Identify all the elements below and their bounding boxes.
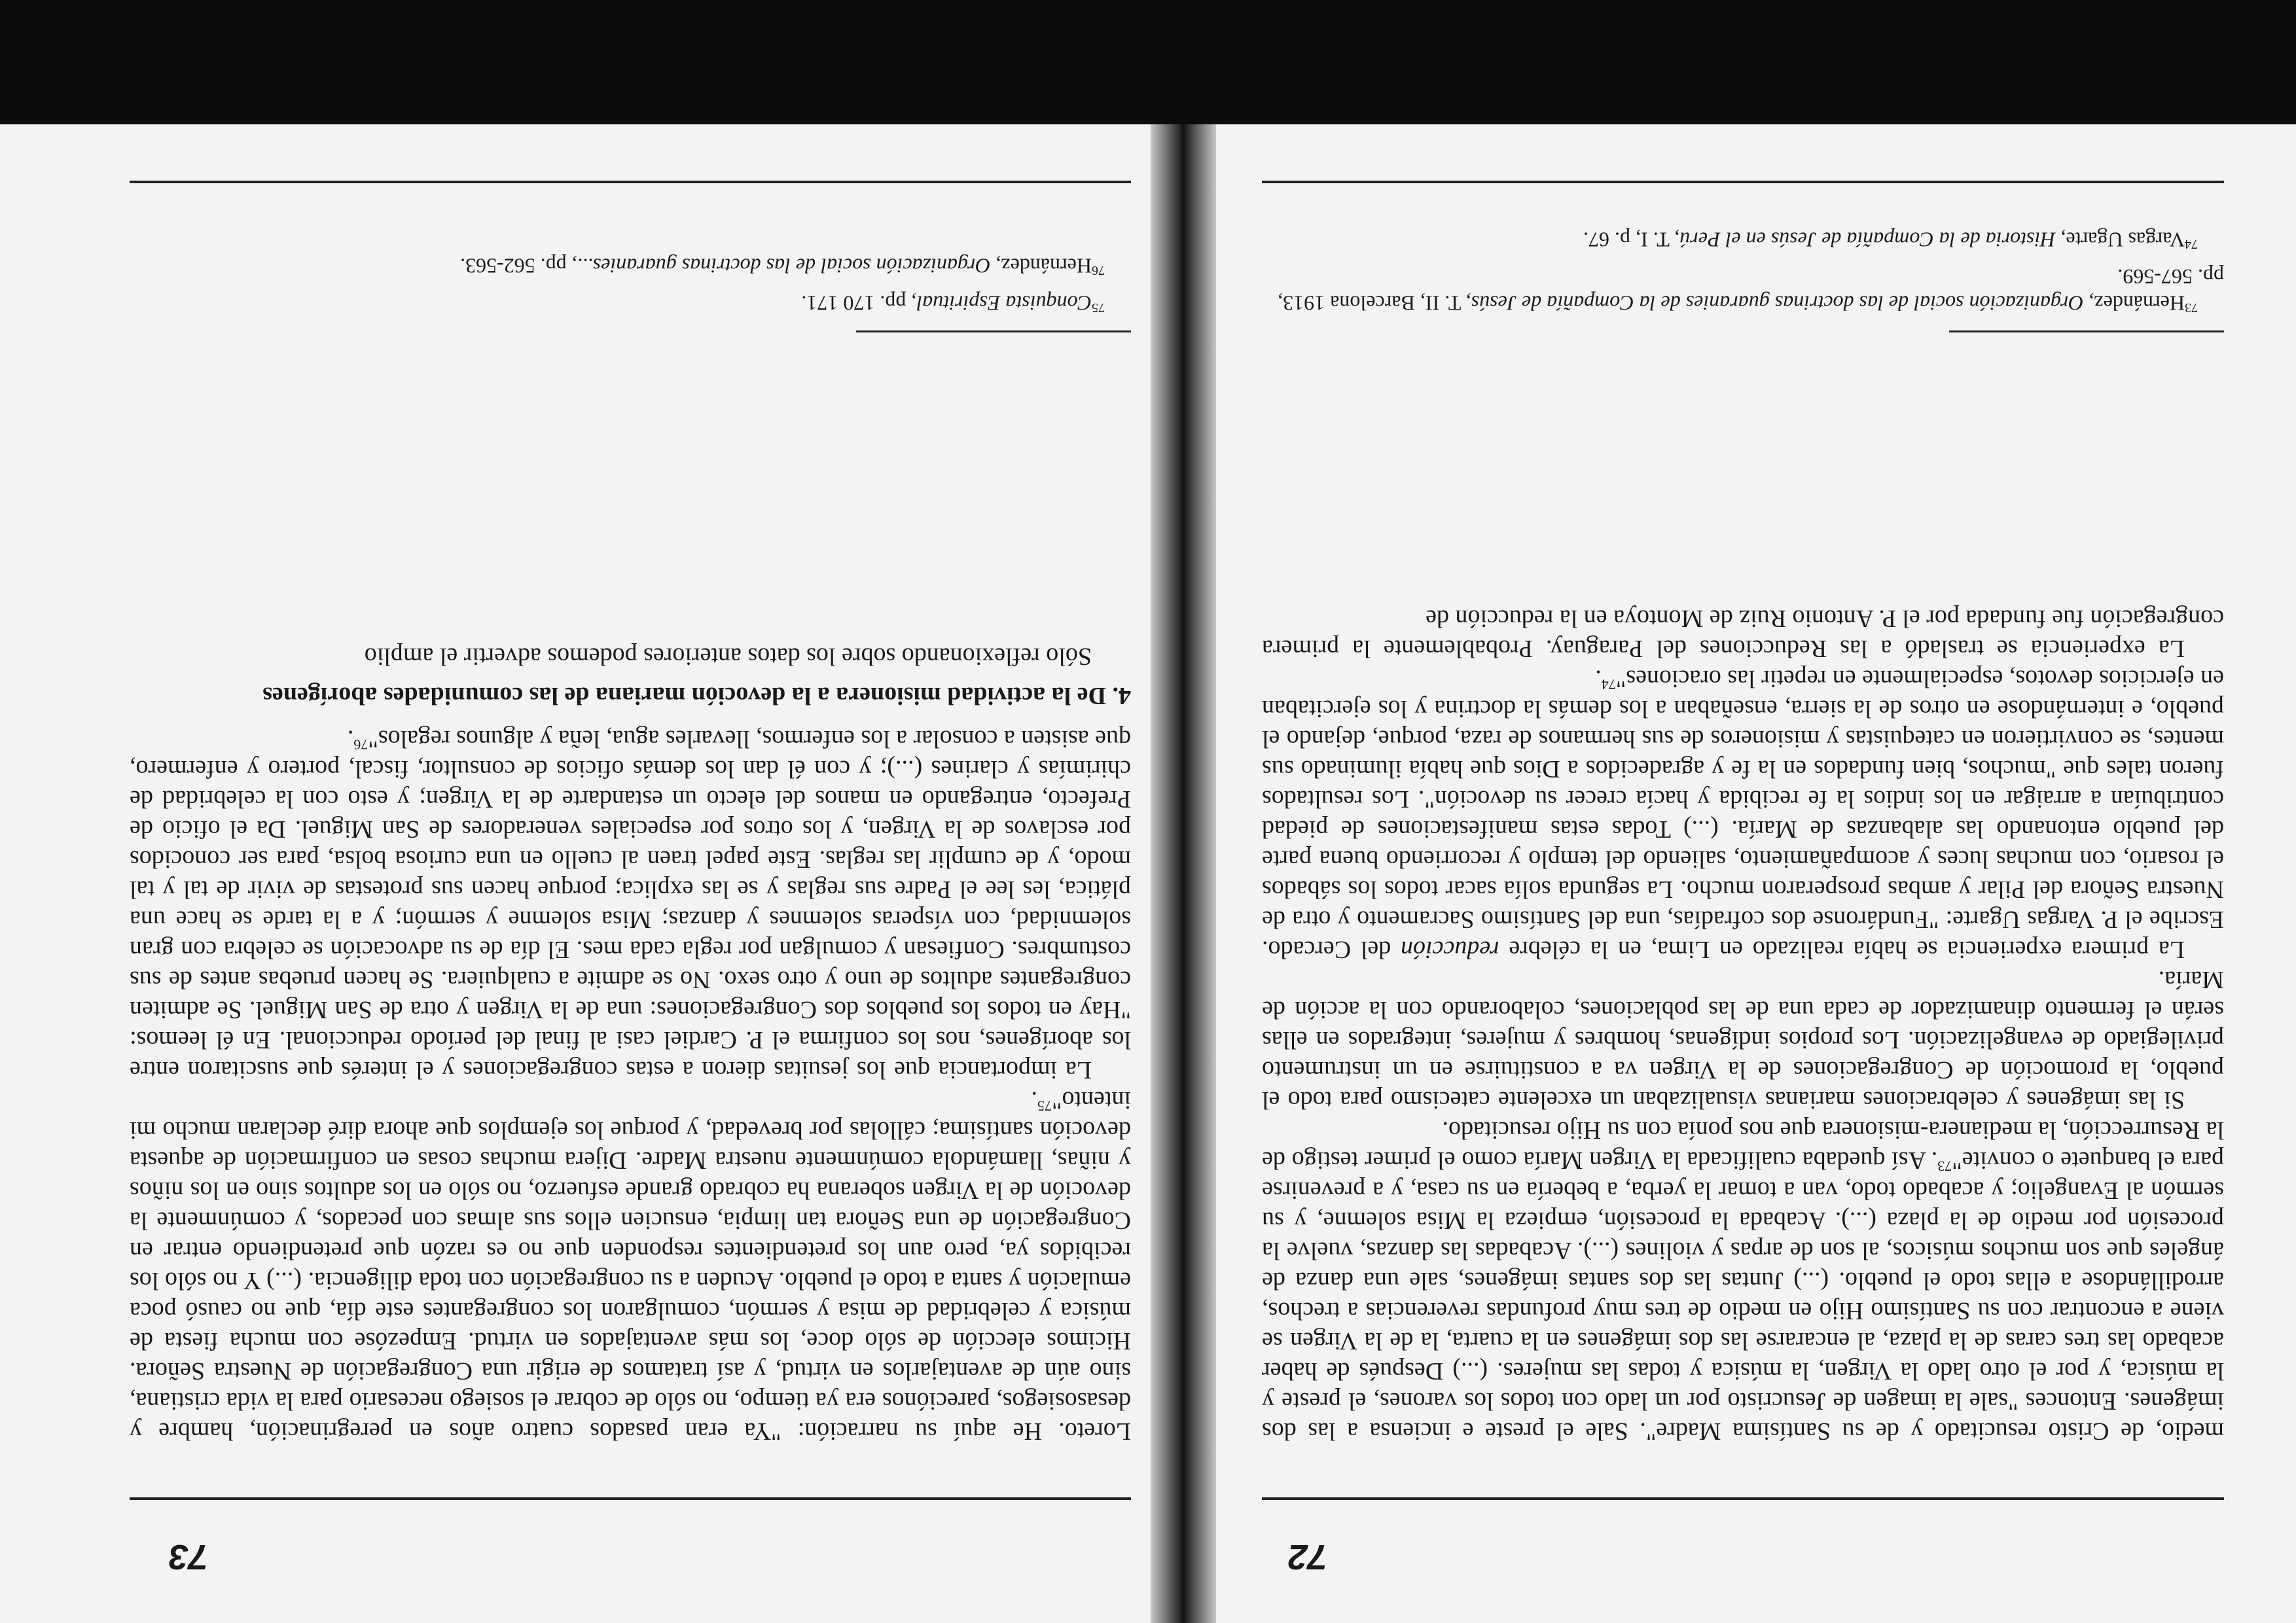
footnote-ref: 74 [1601,676,1616,693]
footnote: $^{73}$Hernández, Organización social de las doctrinas guaranies de la Compañía de Jesús, T. II, Barcelona 1913, pp. 567-569. [1278,265,2224,315]
paragraph: medio, de Cristo resucitado y de su Santísima Madre". Sale el preste e inciensa a las dos imágenes. Entonces "sale la imagen de Jesucristo por un lado con todos los varones, el preste y la música, y por el otro lado la Virgen, la música y todas las mujeres. (...) Después de haber acabado las tres caras de la plaza, al encararse las dos imágenes en la cuarta, la de la Virgen se viene a encontrar con su Santísimo Hijo en medio de tres muy profundas reverencias a trechos, arrodillándose a ellas todo el pueblo. (...) Juntas las dos santas imágenes, sale una danza de ángeles que son muchos músicos, al son de arpas y violines (...). Acabadas las danzas, vuelve la procesión por medio de la plaza (...). Acabada la procesión, empieza la Misa solemne, y su sermón al Evangelio; y acabado todo, van a tomar la yerba, a bebería en su casa, y a prevenirse para el banquete o convite"$^{73}$. Así quedaba cualificada la Virgen María como el primer testigo de la Resurrección, la medianera-misionera que nos ponía con su Hijo resucitado. [1262,1116,2224,1445]
section-heading: 4. De la actividad misionera a la devoción mariana de las comunidades aborígenes [262,682,1131,709]
paragraph: Si las imágenes y celebraciones marianas visualizaban un excelente catecismo para todo el pueblo, la promoción de Congregaciones de la Virgen va a constituirse en un instrumento privilegiado de evangelización. Los propios indígenas, hombres y mujeres, integrados en ellas serán el fermento dinamizador de cada una de las poblaciones, colaborando con la acción de María. [1262,966,2224,1114]
paragraph: La primera experiencia se había realizado en Lima, en la célebre reducción del Cercado. Escribe el P. Vargas Ugarte: "Fundáronse dos cofradías, una del Santísimo Sacramento y otra de Nuestra Señora del Pilar y ambas prosperaron mucho. La segunda solía sacar todos los sábados el rosario, con muchas luces y acompañamiento, saliendo del templo y recorriendo buena parte del pueblo entonando las alabanzas de María. (...) Todas estas manifestaciones de piedad contribuían a arraigar en los indios la fe recibida y hacía crecer su devoción". Los resultados fueron tales que "muchos, bien fundados en la fe y agradecidos a Dios que había iluminado sus mentes, se convirtieron en catequistas y misioneros de sus hermanos de raza, porque, dejando el pueblo, e internándose en otros de la sierra, enseñaban a los demás la doctrina y los ejercitaban en ejercicios devotos, especialmente en repetir las oraciones"$^{74}$. [1262,665,2224,963]
footnote: $^{76}$Hernández, Organización social de las doctrinas guaranies..., pp. 562-563. [460,254,1105,278]
book-page-72 [1216,124,2296,1623]
paragraph: La experiencia se trasladó a las Reducciones del Paraguay. Probablemente la primera congregación fue fundada por el P. Antonio Ruiz de Montoya en la reducción de [1262,605,2224,662]
footnotes [130,247,1131,321]
footnote-separator [856,330,1131,332]
book-page-73 [0,124,1151,1623]
footnote-ref: 76 [353,736,368,753]
page-number: 72 [1287,1537,1327,1577]
body-text [1262,603,2224,1446]
paragraph: Sólo reflexionando sobre los datos anteriores podemos advertir el amplio [364,643,1092,670]
book-gutter [1151,124,1216,1623]
header-rule [1262,1497,2224,1500]
paragraph: Loreto. He aquí su narración: "Ya eran pasados cuatro años en peregrinación, hambre y desasosiegos, pareciónos era ya tiempo, no sólo de cobrar el sosiego necesario para la vida cristiana, sino aún de aventajarlos en virtud, y así tratamos de erigir una Congregación de Nuestra Señora. Hicimos elección de sólo doce, los más aventajados en virtud. Empezóse con mucha fiesta de música y celebridad de misa y sermón, comulgaron los congregantes este día, que no causó poca emulación y santa a todo el pueblo. Acuden a su congregación con toda diligencia. (...) Y no sólo los recibidos ya, pero aun los pretendientes responden que no es razón que pretendiendo entrar en Congregación de una Señora tan limpia, ensucien ellos sus almas con pecados, y comúnmente la devoción de la Virgen soberana ha cobrado grande esfuerzo, no sólo en los adultos sino en los niños y niñas, llamándola comúnmente nuestra Madre. Dijera muchas cosas en confirmación de aquesta devoción santísima; cállolas por brevedad, y porque los ejemplos que ahora diré declaran mucho mi intento"$^{75}$. [130,1086,1131,1445]
header-rule [130,1497,1131,1500]
footnote-ref: 73 [1937,1158,1952,1175]
footnotes [1262,221,2224,321]
paragraph: La importancia que los jesuitas dieron a estas congregaciones y el interés que suscitaron entre los aborígenes, nos los confirma el P. Cardiel casi al final del período reduccional. En él leemos: "Hay en todos los pueblos dos Congregaciones: una de la Virgen y otra de San Miguel. Se admiten congregantes adultos de uno y otro sexo. No se admite a cualquiera. Se hacen pruebas antes de sus costumbres. Confiesan y comulgan por regla cada mes. El día de su advocación se celebra con gran solemnidad, con vísperas solemnes y danzas; Misa solemne y sermón; y a la tarde se hace una plática, les lee el Padre sus reglas y se las explica; porque hacen sus protestas de vivir de tal y tal modo, y de cumplir las reglas. Este papel traen al cuello en una curiosa bolsa, para ser conocidos por esclavos de la Virgen, y los otros por especiales veneradores de San Miguel. Da el oficio de Prefecto, entregando en manos del electo un estandarte de la Virgen; y esto con la celebridad de chirimías y clarines (...); y con él dan los demás oficios de consultor, fiscal, portero y enfermero, que asisten a consolar a los enfermos, llevarles agua, leña y algunos regalos"$^{76}$. [130,725,1131,1084]
body-text [130,641,1131,1446]
footnote-separator [1949,330,2224,332]
footer-rule [1262,181,2224,183]
footer-rule [130,181,1131,183]
page-number: 73 [168,1537,208,1577]
footnote-ref: 75 [1037,1097,1052,1115]
footnote: $^{75}$Conquista Espiritual, pp. 170 171. [801,291,1105,315]
footnote: $^{74}$Vargas Ugarte, Historia de la Compañía de Jesús en el Perú, T. I, p. 67. [1583,228,2198,252]
